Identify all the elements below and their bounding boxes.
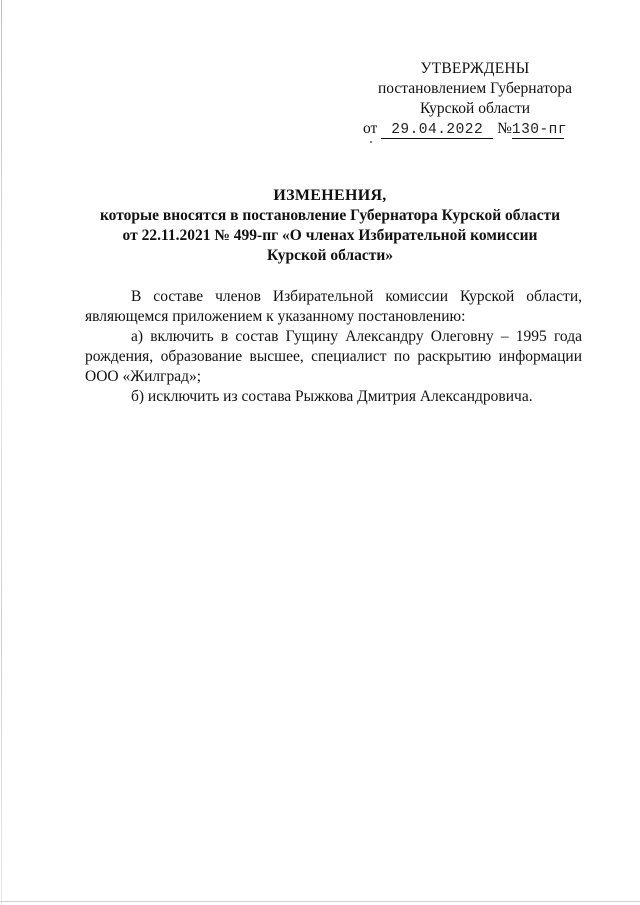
approval-block (355, 59, 595, 139)
approval-title: УТВЕРЖДЕНЫ (420, 60, 530, 77)
heading-line-2: от 22.11.2021 № 499-пг «О членах Избирательной комиссии (122, 227, 538, 244)
approval-line-1: постановлением Губернатора (377, 80, 573, 97)
heading-line-3: Курской области» (266, 247, 394, 264)
heading-title: ИЗМЕНЕНИЯ, (273, 187, 387, 204)
paragraph-exclude: б) исключить из состава Рыжкова Дмитрия Александровича. (131, 388, 533, 405)
paragraph-include: а) включить в состав Гущину Александру Олеговну – 1995 года рождения, образование высшее, специалист по раскрытию информации ООО «Жилград»; (85, 328, 582, 385)
scan-edge-left (1, 0, 2, 905)
scan-speck (370, 141, 372, 143)
heading-line-1: которые вносятся в постановление Губернатора Курской области (99, 207, 561, 224)
number-prefix: № (497, 120, 512, 137)
date-prefix: от (363, 120, 378, 137)
document-body (85, 287, 582, 407)
number-value: 130-пг (511, 122, 568, 138)
document-heading (80, 186, 580, 266)
date-value: 29.04.2022 (381, 122, 493, 139)
approval-date-line (363, 119, 595, 139)
approval-line-2: Курской области (419, 100, 531, 117)
paragraph-intro: В составе членов Избирательной комиссии Курской области, являющемся приложением к указанному постановлению: (85, 288, 582, 325)
scan-edge-bottom (0, 901, 640, 902)
